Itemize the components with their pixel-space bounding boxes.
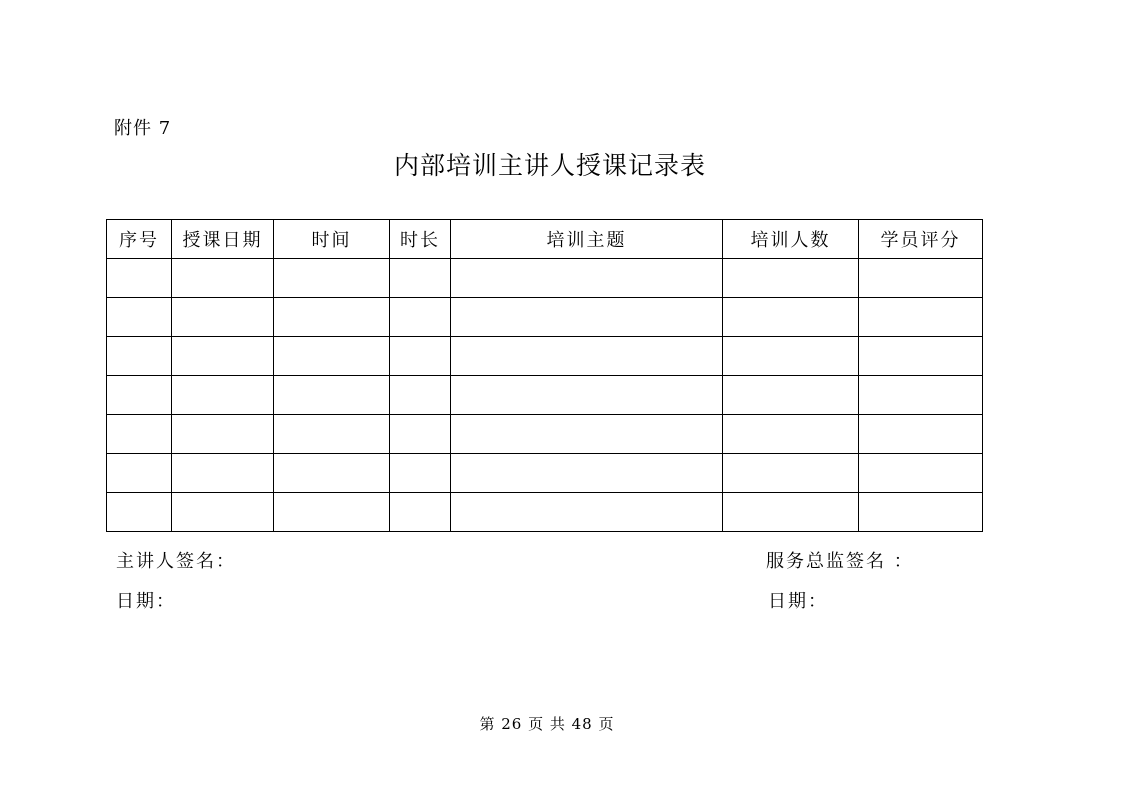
- table-cell[interactable]: [451, 493, 723, 532]
- table-row: [107, 493, 983, 532]
- table-cell[interactable]: [723, 415, 859, 454]
- table-cell[interactable]: [107, 493, 172, 532]
- table-cell[interactable]: [390, 376, 451, 415]
- lecturer-date-label: 日期：: [116, 591, 176, 612]
- table-cell[interactable]: [723, 337, 859, 376]
- table-cell[interactable]: [451, 415, 723, 454]
- table-cell[interactable]: [859, 493, 983, 532]
- document-title: 内部培训主讲人授课记录表: [393, 151, 706, 180]
- table-header-row: [107, 220, 983, 259]
- table-cell[interactable]: [172, 376, 274, 415]
- table-row: [107, 259, 983, 298]
- table-cell[interactable]: [107, 259, 172, 298]
- table-cell[interactable]: [274, 259, 390, 298]
- table-cell[interactable]: [859, 376, 983, 415]
- table-cell[interactable]: [859, 298, 983, 337]
- header-lecture-date: 授课日期: [172, 220, 274, 259]
- table-cell[interactable]: [451, 337, 723, 376]
- table-cell[interactable]: [723, 376, 859, 415]
- table-cell[interactable]: [172, 259, 274, 298]
- table-cell[interactable]: [723, 454, 859, 493]
- attachment-label: 附件 7: [114, 118, 172, 139]
- table-cell[interactable]: [723, 298, 859, 337]
- director-date-label: 日期：: [768, 591, 828, 612]
- table-row: [107, 454, 983, 493]
- header-training-topic: 培训主题: [451, 220, 723, 259]
- table-cell[interactable]: [274, 415, 390, 454]
- table-row: [107, 415, 983, 454]
- table-cell[interactable]: [859, 259, 983, 298]
- table-cell[interactable]: [390, 337, 451, 376]
- lecturer-signature-label: 主讲人签名：: [116, 551, 236, 572]
- table-cell[interactable]: [274, 376, 390, 415]
- table-cell[interactable]: [859, 415, 983, 454]
- table-cell[interactable]: [723, 493, 859, 532]
- table-cell[interactable]: [107, 376, 172, 415]
- page-number: 第 26 页 共 48 页: [479, 715, 615, 733]
- table-cell[interactable]: [390, 415, 451, 454]
- table-cell[interactable]: [390, 454, 451, 493]
- table-cell[interactable]: [107, 454, 172, 493]
- table-cell[interactable]: [274, 337, 390, 376]
- header-trainee-rating: 学员评分: [859, 220, 983, 259]
- table-cell[interactable]: [107, 415, 172, 454]
- training-record-table: [106, 219, 983, 532]
- table-cell[interactable]: [451, 454, 723, 493]
- table-cell[interactable]: [172, 493, 274, 532]
- table-cell[interactable]: [390, 298, 451, 337]
- table-cell[interactable]: [172, 454, 274, 493]
- header-duration: 时长: [390, 220, 451, 259]
- table-cell[interactable]: [390, 493, 451, 532]
- table-cell[interactable]: [274, 493, 390, 532]
- table-cell[interactable]: [859, 337, 983, 376]
- table-cell[interactable]: [723, 259, 859, 298]
- table-cell[interactable]: [274, 454, 390, 493]
- table-cell[interactable]: [451, 259, 723, 298]
- director-signature-label: 服务总监签名 ：: [766, 551, 914, 572]
- table-cell[interactable]: [451, 376, 723, 415]
- table-row: [107, 376, 983, 415]
- table-cell[interactable]: [107, 298, 172, 337]
- table-cell[interactable]: [107, 337, 172, 376]
- table-cell[interactable]: [859, 454, 983, 493]
- table-cell[interactable]: [390, 259, 451, 298]
- table-cell[interactable]: [451, 298, 723, 337]
- table-cell[interactable]: [172, 337, 274, 376]
- table-cell[interactable]: [172, 415, 274, 454]
- table-cell[interactable]: [274, 298, 390, 337]
- header-attendee-count: 培训人数: [723, 220, 859, 259]
- table-cell[interactable]: [172, 298, 274, 337]
- table-row: [107, 298, 983, 337]
- header-time: 时间: [274, 220, 390, 259]
- header-index: 序号: [107, 220, 172, 259]
- table-row: [107, 337, 983, 376]
